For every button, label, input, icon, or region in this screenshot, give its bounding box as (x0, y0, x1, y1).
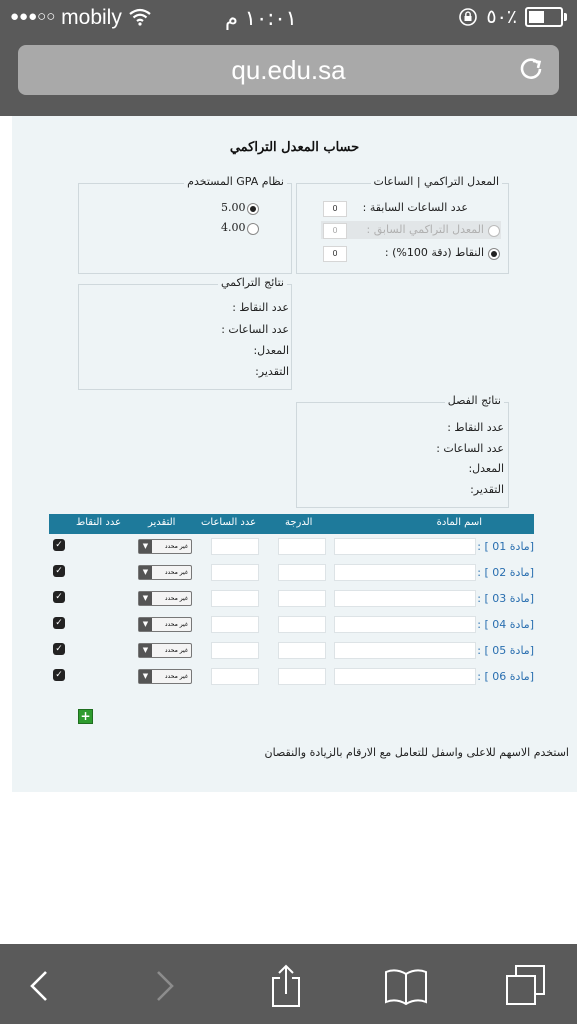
grade-input[interactable] (278, 538, 326, 555)
course-row (49, 587, 534, 613)
tabs-icon[interactable] (504, 964, 548, 1008)
usage-hint: استخدم الاسهم للاعلى واسفل للتعامل مع الارقام بالزيادة والنقصان (264, 746, 569, 759)
battery-percent: ٥٠٪ (486, 6, 517, 28)
sem-gpa-label: المعدل: (468, 462, 504, 475)
course-row (49, 535, 534, 561)
grade-input[interactable] (278, 668, 326, 685)
course-row (49, 613, 534, 639)
course-row (49, 639, 534, 665)
course-name-input[interactable] (334, 642, 476, 659)
gpa-calculator-page (12, 116, 577, 792)
grade-input[interactable] (278, 564, 326, 581)
course-name-input[interactable] (334, 668, 476, 685)
points-radio[interactable] (488, 248, 500, 260)
chevron-down-icon: ▼ (139, 540, 152, 553)
grade-input[interactable] (278, 642, 326, 659)
clock: ١٠:٠١ م (225, 6, 297, 30)
cum-hours-label: عدد الساعات : (221, 323, 289, 336)
rating-select[interactable]: ▼ غير محدد (138, 565, 192, 580)
hours-input[interactable] (211, 616, 259, 633)
include-checkbox[interactable]: ✓ (53, 669, 65, 681)
sem-hours-label: عدد الساعات : (436, 442, 504, 455)
include-checkbox[interactable]: ✓ (53, 565, 65, 577)
th-course-name: اسم المادة (436, 517, 482, 528)
url-text[interactable]: qu.edu.sa (231, 55, 346, 85)
include-checkbox[interactable]: ✓ (53, 591, 65, 603)
hours-input[interactable] (211, 538, 259, 555)
bookmarks-icon[interactable] (384, 964, 428, 1008)
course-name-label: [مادة 03 ] : (477, 592, 534, 605)
include-checkbox[interactable]: ✓ (53, 643, 65, 655)
share-icon[interactable] (264, 964, 308, 1008)
wifi-icon (128, 8, 152, 26)
gpa-4-radio[interactable] (247, 223, 259, 235)
chevron-down-icon: ▼ (139, 566, 152, 579)
course-name-label: [مادة 05 ] : (477, 644, 534, 657)
cum-grade-label: التقدير: (255, 365, 289, 378)
status-bar (0, 0, 577, 38)
gpa-5-label: 5.00 (221, 201, 246, 214)
course-row (49, 561, 534, 587)
back-icon[interactable] (18, 964, 62, 1008)
rotation-lock-icon (458, 7, 478, 27)
sem-points-label: عدد النقاط : (447, 421, 504, 434)
prev-gpa-radio[interactable] (488, 225, 500, 237)
th-hours: عدد الساعات (201, 517, 257, 528)
cum-gpa-label: المعدل: (253, 344, 289, 357)
courses-table-header (49, 514, 534, 534)
carrier-info (10, 6, 152, 30)
gpa-4-label: 4.00 (221, 221, 246, 234)
sem-grade-label: التقدير: (470, 483, 504, 496)
course-name-input[interactable] (334, 616, 476, 633)
gpa-system-box (78, 175, 292, 274)
chevron-down-icon: ▼ (139, 644, 152, 657)
carrier-name: mobily (61, 6, 122, 29)
th-grade: الدرجة (285, 517, 313, 528)
reload-icon[interactable] (517, 55, 545, 83)
gpa-5-radio[interactable] (247, 203, 259, 215)
cum-points-label: عدد النقاط : (232, 301, 289, 314)
address-bar[interactable] (18, 45, 559, 95)
course-row (49, 665, 534, 691)
status-right (458, 6, 563, 28)
course-name-label: [مادة 02 ] : (477, 566, 534, 579)
course-name-input[interactable] (334, 538, 476, 555)
chevron-down-icon: ▼ (139, 618, 152, 631)
add-course-button[interactable]: + (78, 709, 93, 724)
battery-icon (525, 7, 563, 27)
cumulative-results-legend: نتائج التراكمي (218, 276, 287, 289)
semester-results-box (296, 394, 509, 508)
hours-input[interactable] (211, 642, 259, 659)
prev-hours-input[interactable]: 0 (323, 201, 347, 217)
semester-results-legend: نتائج الفصل (445, 394, 504, 407)
signal-strength-icon: ●●●○○ (10, 8, 56, 25)
gpa-system-legend: نظام GPA المستخدم (184, 175, 287, 188)
cumulative-hours-legend: المعدل التراكمي | الساعات (371, 175, 503, 188)
course-name-label: [مادة 06 ] : (477, 670, 534, 683)
chevron-down-icon: ▼ (139, 670, 152, 683)
th-rating: التقدير (148, 517, 176, 528)
hours-input[interactable] (211, 668, 259, 685)
include-checkbox[interactable]: ✓ (53, 539, 65, 551)
course-name-input[interactable] (334, 590, 476, 607)
rating-select[interactable]: ▼ غير محدد (138, 591, 192, 606)
chevron-down-icon: ▼ (139, 592, 152, 605)
hours-input[interactable] (211, 564, 259, 581)
points-input[interactable]: 0 (323, 246, 347, 262)
points-label: النقاط (دقة 100%) : (384, 246, 484, 259)
hours-input[interactable] (211, 590, 259, 607)
cumulative-results-box (78, 276, 292, 390)
prev-hours-label: عدد الساعات السابقة : (362, 201, 468, 214)
forward-icon[interactable] (142, 964, 186, 1008)
page-title: حساب المعدل التراكمي (229, 140, 360, 155)
grade-input[interactable] (278, 616, 326, 633)
browser-address-area (0, 38, 577, 116)
course-name-input[interactable] (334, 564, 476, 581)
th-points: عدد النقاط (76, 517, 122, 528)
grade-input[interactable] (278, 590, 326, 607)
include-checkbox[interactable]: ✓ (53, 617, 65, 629)
rating-select[interactable]: ▼ غير محدد (138, 669, 192, 684)
course-name-label: [مادة 04 ] : (477, 618, 534, 631)
rating-select[interactable]: ▼ غير محدد (138, 643, 192, 658)
rating-select[interactable]: ▼ غير محدد (138, 617, 192, 632)
prev-gpa-input[interactable]: 0 (323, 223, 347, 239)
browser-toolbar (0, 944, 577, 1024)
rating-select[interactable]: ▼ غير محدد (138, 539, 192, 554)
course-name-label: [مادة 01 ] : (477, 540, 534, 553)
prev-gpa-label: المعدل التراكمي السابق : (366, 223, 484, 236)
cumulative-hours-box (296, 175, 509, 274)
